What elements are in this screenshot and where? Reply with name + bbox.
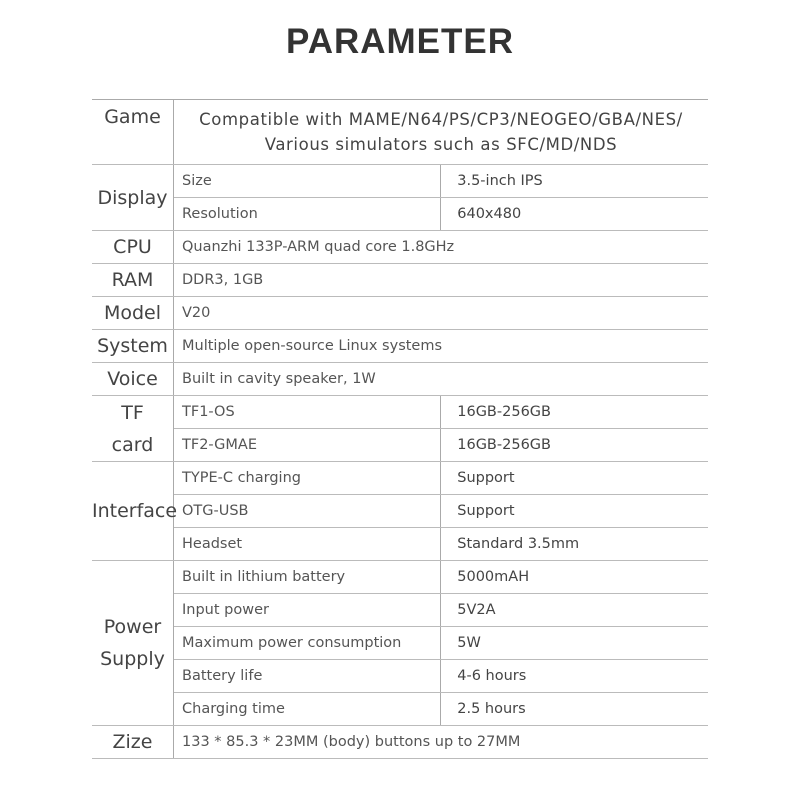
table-row bbox=[92, 693, 708, 726]
category-text: Zize bbox=[112, 731, 153, 753]
spec-key: Battery life bbox=[174, 660, 441, 693]
table-row bbox=[92, 528, 708, 561]
game-text: Various simulators such as SFC/MD/NDS bbox=[264, 135, 618, 154]
category-text: System bbox=[97, 335, 168, 357]
spec-key: Maximum power consumption bbox=[174, 627, 441, 660]
spec-key: Charging time bbox=[174, 693, 441, 726]
spec-key: Headset bbox=[174, 528, 441, 561]
spec-key: Input power bbox=[174, 594, 441, 627]
table-row bbox=[92, 429, 708, 462]
spec-value: 5000mAH bbox=[441, 561, 708, 594]
spec-value: 2.5 hours bbox=[441, 693, 708, 726]
category-label bbox=[92, 297, 174, 330]
table-row bbox=[92, 462, 708, 495]
category-label bbox=[92, 396, 174, 462]
spec-value: 5V2A bbox=[441, 594, 708, 627]
spec-value: 133 * 85.3 * 23MM (body) buttons up to 27MM bbox=[174, 726, 709, 759]
category-text: CPU bbox=[113, 236, 152, 258]
category-label bbox=[92, 462, 178, 561]
spec-value: 3.5-inch IPS bbox=[441, 165, 708, 198]
spec-key: Size bbox=[174, 165, 441, 198]
spec-value: Built in cavity speaker, 1W bbox=[174, 363, 709, 396]
spec-value: Quanzhi 133P-ARM quad core 1.8GHz bbox=[174, 231, 709, 264]
table-row bbox=[92, 198, 708, 231]
table-row bbox=[92, 297, 708, 330]
table-row bbox=[92, 594, 708, 627]
spec-key: Built in lithium battery bbox=[174, 561, 441, 594]
spec-value: 5W bbox=[441, 627, 708, 660]
table-row bbox=[92, 363, 708, 396]
table-row bbox=[92, 264, 708, 297]
spec-value: 16GB-256GB bbox=[441, 429, 708, 462]
spec-key: Resolution bbox=[174, 198, 441, 231]
spec-value: 4-6 hours bbox=[441, 660, 708, 693]
category-label bbox=[92, 264, 174, 297]
category-label bbox=[92, 726, 174, 759]
category-text: card bbox=[111, 433, 154, 456]
spec-value: 16GB-256GB bbox=[441, 396, 708, 429]
spec-value: DDR3, 1GB bbox=[174, 264, 709, 297]
game-text: Compatible with MAME/N64/PS/CP3/NEOGEO/GBA/NES/ bbox=[199, 110, 683, 129]
spec-value: V20 bbox=[174, 297, 709, 330]
category-label bbox=[92, 561, 174, 726]
table-row bbox=[92, 726, 708, 759]
category-text: Display bbox=[97, 186, 168, 209]
category-text: TF bbox=[121, 401, 144, 424]
page-title: PARAMETER bbox=[285, 22, 515, 61]
spec-value: 640x480 bbox=[441, 198, 708, 231]
table-row bbox=[92, 330, 708, 363]
category-label bbox=[92, 165, 174, 231]
game-compatibility bbox=[174, 100, 709, 165]
table-row bbox=[92, 660, 708, 693]
category-text: Voice bbox=[107, 368, 158, 390]
table-row bbox=[92, 495, 708, 528]
spec-key: TYPE-C charging bbox=[174, 462, 441, 495]
parameter-table bbox=[92, 99, 708, 759]
table-row bbox=[92, 231, 708, 264]
table-row bbox=[92, 561, 708, 594]
category-label bbox=[92, 100, 174, 165]
spec-key: TF2-GMAE bbox=[174, 429, 441, 462]
category-text: Power bbox=[103, 616, 162, 638]
table-row bbox=[92, 396, 708, 429]
spec-value: Multiple open-source Linux systems bbox=[174, 330, 709, 363]
spec-key: OTG-USB bbox=[174, 495, 441, 528]
category-label bbox=[92, 231, 174, 264]
category-text: Supply bbox=[100, 648, 165, 670]
table-row bbox=[92, 165, 708, 198]
spec-value: Support bbox=[441, 462, 708, 495]
spec-value: Standard 3.5mm bbox=[441, 528, 708, 561]
category-text: RAM bbox=[111, 269, 154, 291]
table-row bbox=[92, 627, 708, 660]
category-text: Model bbox=[103, 302, 162, 324]
spec-value: Support bbox=[441, 495, 708, 528]
category-text: Interface bbox=[92, 500, 178, 522]
table-row bbox=[92, 100, 708, 165]
category-label bbox=[92, 330, 174, 363]
spec-key: TF1-OS bbox=[174, 396, 441, 429]
category-text: Game bbox=[104, 106, 161, 128]
category-label bbox=[92, 363, 174, 396]
